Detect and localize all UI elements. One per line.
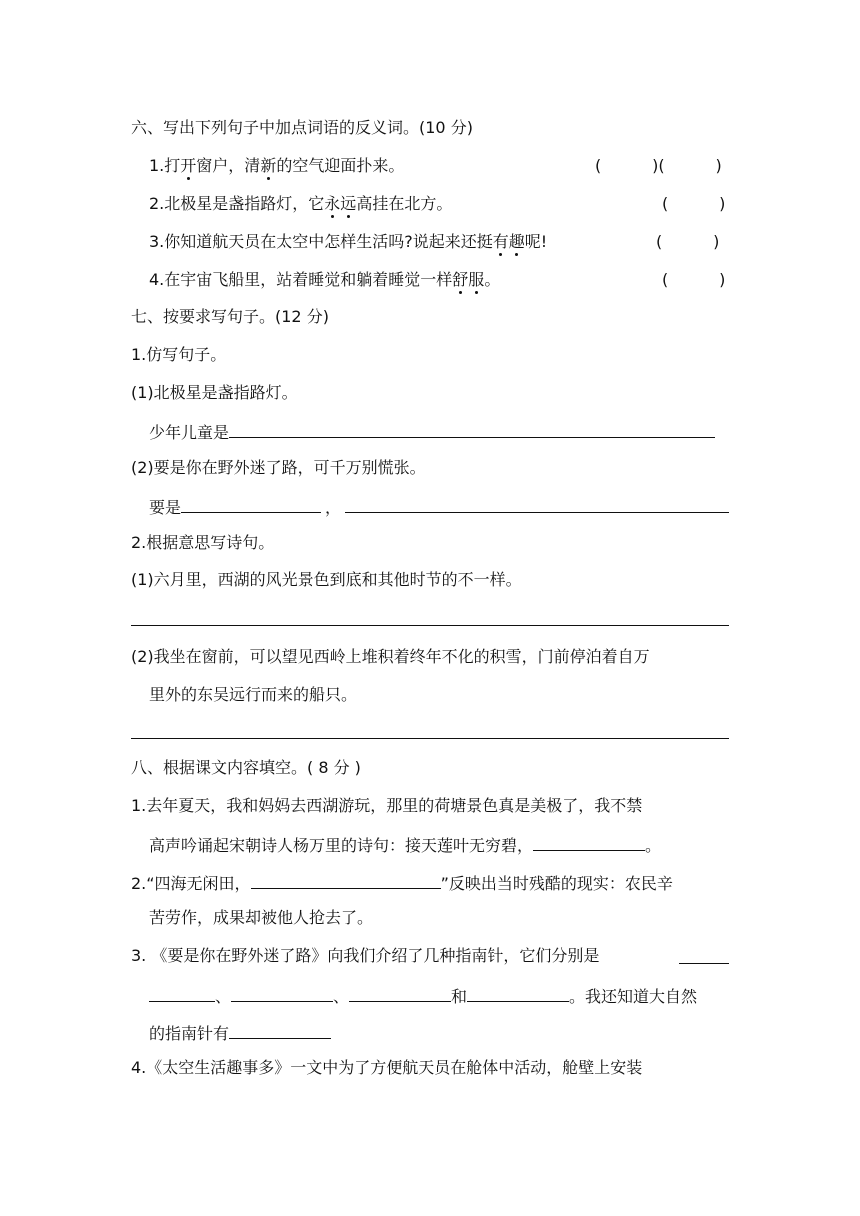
answer-parens-6-1[interactable]: ( )( ) xyxy=(595,156,722,175)
answer-line-7-1-2: 要是 ， xyxy=(149,495,729,518)
answer-parens-6-4[interactable]: ( ) xyxy=(662,270,726,289)
answer-blank[interactable] xyxy=(467,984,569,1002)
answer-blank[interactable] xyxy=(533,833,645,851)
question-6-1: 1.打开窗户，清新的空气迎面扑来。 xyxy=(149,156,405,175)
section-6-title: 六、写出下列句子中加点词语的反义词。(10 分) xyxy=(131,118,473,137)
answer-line-7-1-1: 少年儿童是 xyxy=(149,420,715,443)
answer-blank[interactable] xyxy=(181,495,321,513)
emphasis-dot-char: 趣 xyxy=(508,232,525,251)
question-7-1-2: (2)要是你在野外迷了路，可千万别慌张。 xyxy=(131,458,426,477)
question-7-1-1: (1)北极星是盏指路灯。 xyxy=(131,383,298,402)
answer-rule[interactable] xyxy=(131,625,729,626)
question-8-2-line1: 2.“四海无闲田， ”反映出当时残酷的现实：农民辛 xyxy=(131,871,673,894)
question-6-4: 4.在宇宙飞船里，站着睡觉和躺着睡觉一样舒服。 xyxy=(149,270,501,289)
answer-blank[interactable] xyxy=(229,420,715,438)
question-8-1-line1: 1.去年夏天，我和妈妈去西湖游玩，那里的荷塘景色真是美极了，我不禁 xyxy=(131,796,643,815)
answer-rule[interactable] xyxy=(131,738,729,739)
answer-blank[interactable] xyxy=(231,984,333,1002)
question-8-2-line2: 苦劳作，成果却被他人抢去了。 xyxy=(149,908,374,927)
emphasis-dot-char: 新 xyxy=(260,156,277,175)
emphasis-dot-char: 服 xyxy=(468,270,485,289)
section-8-title: 八、根据课文内容填空。( 8 分 ) xyxy=(131,758,361,777)
answer-blank[interactable] xyxy=(149,984,215,1002)
answer-blank[interactable] xyxy=(349,984,451,1002)
question-8-1-line2: 高声吟诵起宋朝诗人杨万里的诗句：接天莲叶无穷碧， 。 xyxy=(149,833,661,856)
answer-blank[interactable] xyxy=(229,1021,331,1039)
emphasis-dot-char: 舒 xyxy=(452,270,469,289)
answer-blank[interactable] xyxy=(251,871,441,889)
question-8-4-line1: 4.《太空生活趣事多》一文中为了方便航天员在舱体中活动，舱壁上安装 xyxy=(131,1058,643,1077)
question-7-2-2-line2: 里外的东吴远行而来的船只。 xyxy=(149,685,358,704)
question-6-3: 3.你知道航天员在太空中怎样生活吗?说起来还挺有趣呢! xyxy=(149,232,548,251)
answer-parens-6-3[interactable]: ( ) xyxy=(656,232,720,251)
question-8-3-line3: 的指南针有 xyxy=(149,1021,331,1044)
question-6-2: 2.北极星是盏指路灯，它永远高挂在北方。 xyxy=(149,194,453,213)
emphasis-dot-char: 远 xyxy=(340,194,357,213)
emphasis-dot-char: 开 xyxy=(180,156,197,175)
sub-heading-7-2: 2.根据意思写诗句。 xyxy=(131,533,275,552)
answer-blank[interactable] xyxy=(679,963,729,964)
answer-blank[interactable] xyxy=(345,495,729,513)
question-7-2-1: (1)六月里，西湖的风光景色到底和其他时节的不一样。 xyxy=(131,570,522,589)
question-8-3-line1: 3. 《要是你在野外迷了路》向我们介绍了几种指南针，它们分别是 xyxy=(131,946,600,965)
emphasis-dot-char: 有 xyxy=(492,232,509,251)
sub-heading-7-1: 1.仿写句子。 xyxy=(131,345,227,364)
answer-parens-6-2[interactable]: ( ) xyxy=(662,194,726,213)
section-7-title: 七、按要求写句子。(12 分) xyxy=(131,307,329,326)
question-8-3-line2: 、 、 和 。我还知道大自然 xyxy=(149,984,697,1007)
emphasis-dot-char: 永 xyxy=(324,194,341,213)
question-7-2-2-line1: (2)我坐在窗前，可以望见西岭上堆积着终年不化的积雪，门前停泊着自万 xyxy=(131,647,650,666)
